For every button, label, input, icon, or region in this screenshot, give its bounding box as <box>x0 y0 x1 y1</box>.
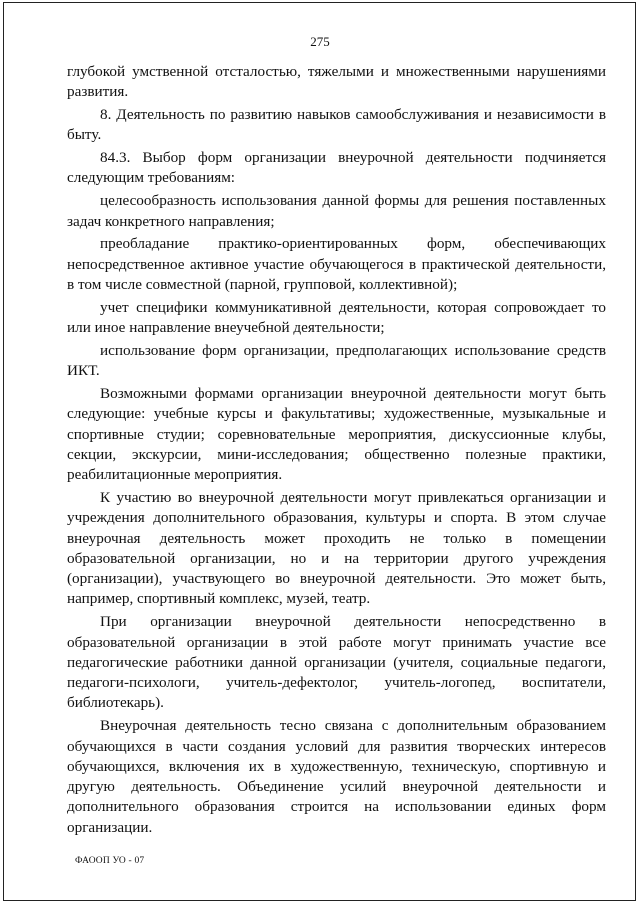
document-body <box>67 62 606 840</box>
paragraph-requirement-4: использование форм организации, предполагающих использование средств ИКТ. <box>67 341 606 380</box>
paragraph-partners: К участию во внеурочной деятельности могут привлекаться организации и учреждения дополнительного образования, культуры и спорта. В этом случае внеурочная деятельность может проходить не только в помещении образовательной организации, но и на территории другого учреждения (организации), участвующего во внеурочной деятельности. Это может быть, например, спортивный комплекс, музей, театр. <box>67 488 606 608</box>
paragraph-item-8: 8. Деятельность по развитию навыков самообслуживания и независимости в быту. <box>67 106 606 144</box>
paragraph-staff: При организации внеурочной деятельности непосредственно в образовательной организации в этой работе могут принимать участие все педагогические работники данной организации (учителя, социальные педагоги, педагоги-психологи, учитель-дефектолог, учитель-логопед, воспитатели, библиотекарь). <box>67 613 606 712</box>
paragraph-requirement-3: учет специфики коммуникативной деятельности, которая сопровождает то или иное направление внеучебной деятельности; <box>67 298 606 337</box>
paragraph-continuation: глубокой умственной отсталостью, тяжелыми и множественными нарушениями развития. <box>67 63 606 101</box>
paragraph-section-84-3: 84.3. Выбор форм организации внеурочной деятельности подчиняется следующим требованиям: <box>67 149 606 187</box>
paragraph-requirement-2: преобладание практико-ориентированных форм, обеспечивающих непосредственное активное участие обучающегося в практической деятельности, в том числе совместной (парной, групповой, коллективной); <box>67 235 606 293</box>
footer-code: ФАООП УО - 07 <box>75 856 145 866</box>
paragraph-additional-education: Внеурочная деятельность тесно связана с дополнительным образованием обучающихся в части создания условий для развития творческих интересов обучающихся, включения их в художественную, техническую, спортивную и другую деятельность. Объединение усилий внеурочной деятельности и дополнительного образования строится на использовании единых форм организации. <box>67 717 606 836</box>
paragraph-requirement-1: целесообразность использования данной формы для решения поставленных задач конкретного направления; <box>67 192 606 230</box>
page-number: 275 <box>310 34 330 49</box>
paragraph-forms: Возможными формами организации внеурочной деятельности могут быть следующие: учебные курсы и факультативы; художественные, музыкальные и спортивные студии; соревновательные мероприятия, дискуссионные клубы, секции, экскурсии, мини-исследования; общественно полезные практики, реабилитационные мероприятия. <box>67 384 606 484</box>
